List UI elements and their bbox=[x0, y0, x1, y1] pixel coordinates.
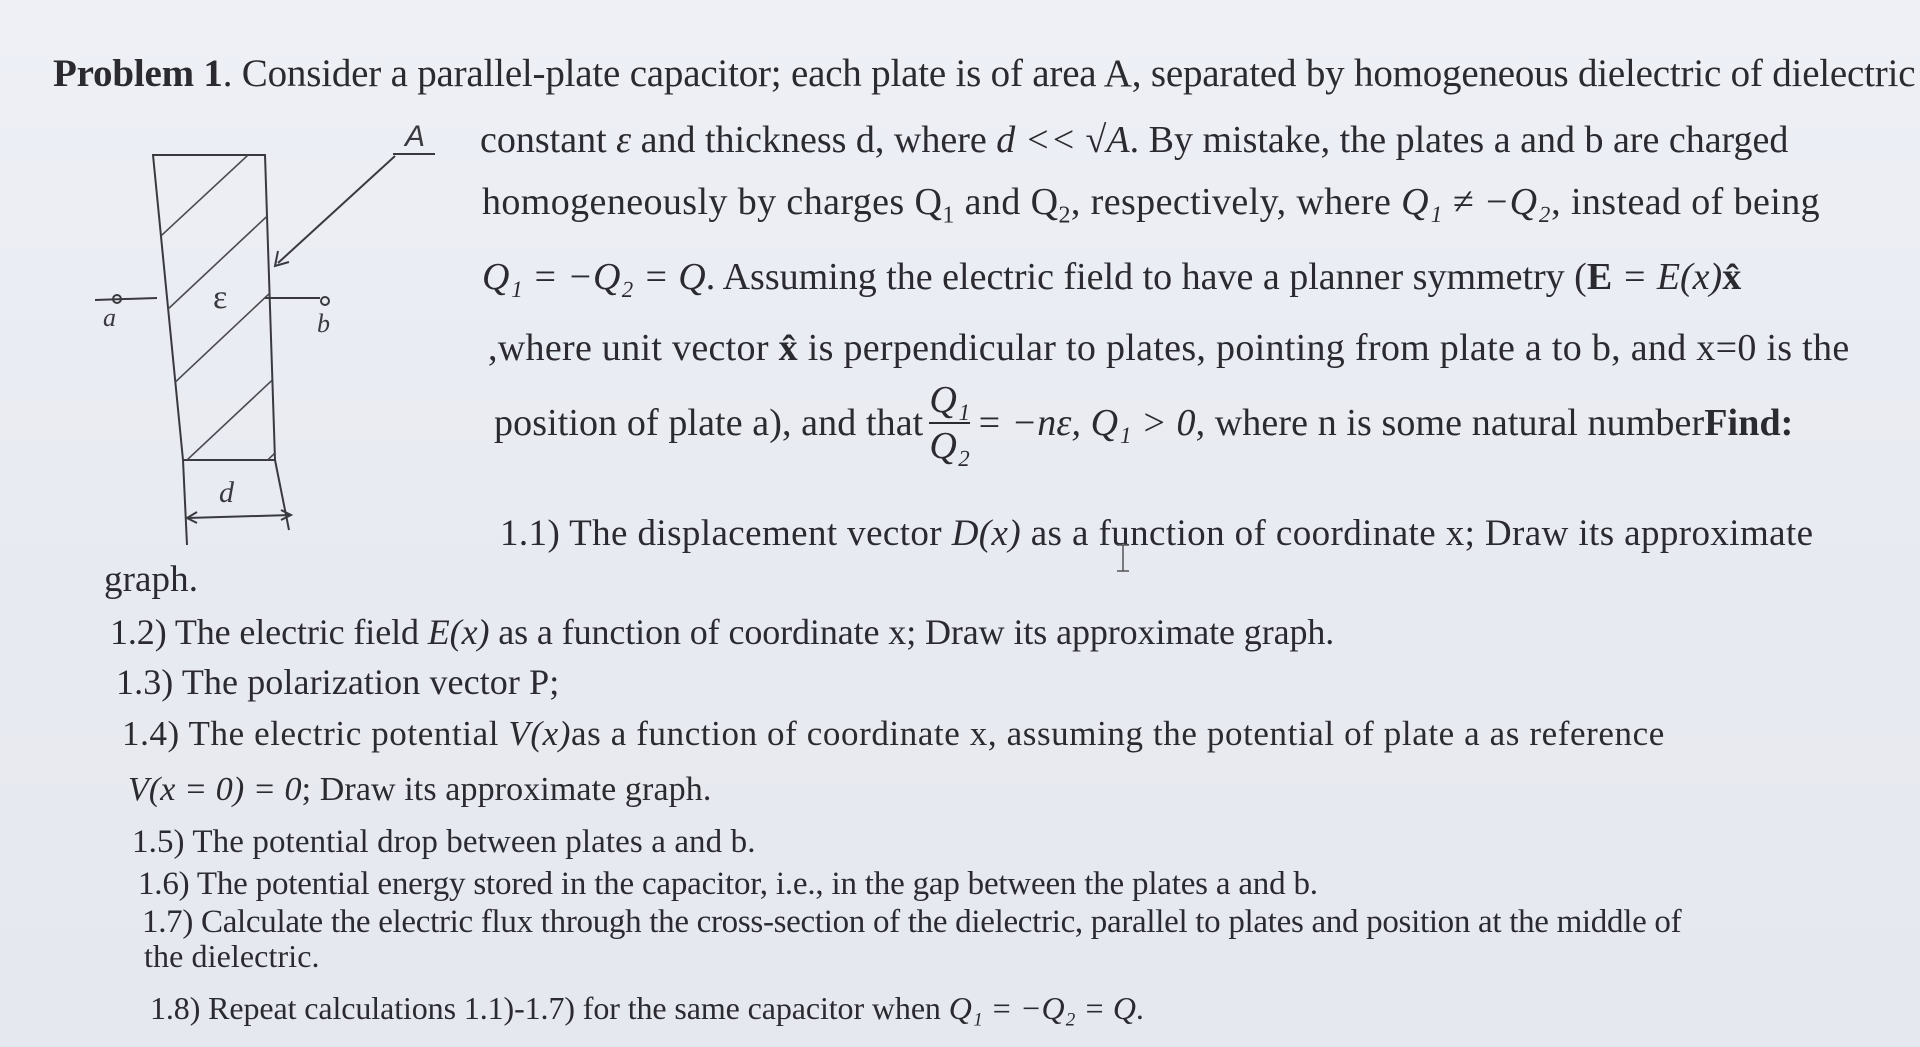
charge-ratio-fraction bbox=[929, 380, 970, 466]
math-expression: V(x) bbox=[508, 714, 572, 753]
dimension-line bbox=[187, 515, 291, 518]
text-span: 1.4) The electric potential bbox=[122, 714, 509, 753]
text-span: . Assuming the electric field to have a planner symmetry ( bbox=[705, 256, 1587, 298]
math-equation: = −nε, Q₁ > 0 bbox=[976, 402, 1196, 444]
text-span: the dielectric. bbox=[144, 938, 320, 974]
math-equation: = E(x) bbox=[1612, 256, 1723, 298]
text-span: position of plate a), and that bbox=[494, 402, 924, 444]
text-span: ; Draw its approximate graph. bbox=[301, 771, 712, 808]
text-span: , instead of being bbox=[1551, 181, 1821, 223]
question-1-4 bbox=[122, 712, 1665, 756]
problem-intro-text: . Consider a parallel-plate capacitor; each plate is of area A, separated by homogeneous dielectric of dielectric bbox=[222, 52, 1916, 95]
figure-label-A: A bbox=[405, 120, 426, 153]
text-span: graph. bbox=[104, 559, 199, 600]
math-expression: E(x) bbox=[427, 612, 490, 652]
area-pointer-arrow bbox=[278, 156, 395, 263]
math-condition: d << √A bbox=[996, 119, 1130, 161]
dielectric-hatching bbox=[135, 130, 315, 510]
text-span: 1.6) The potential energy stored in the capacitor, i.e., in the gap between the plates a and b. bbox=[138, 866, 1318, 902]
text-span: . bbox=[1135, 990, 1144, 1026]
question-1-5 bbox=[132, 820, 756, 864]
text-span: homogeneously by charges Q bbox=[482, 181, 943, 223]
math-expression: Q₁ = −Q₂ = Q bbox=[948, 990, 1136, 1026]
dimension-tick-left bbox=[183, 460, 187, 545]
text-span: . By mistake, the plates a and b are charged bbox=[1129, 119, 1789, 161]
math-expression: V(x = 0) = 0 bbox=[128, 771, 302, 808]
text-span: ,where unit vector bbox=[488, 327, 779, 369]
problem-line-4 bbox=[482, 255, 1741, 299]
text-span: and Q bbox=[954, 181, 1059, 223]
question-1-4-continued bbox=[128, 768, 711, 812]
epsilon-symbol: ε bbox=[616, 119, 632, 161]
problem-line-2 bbox=[480, 118, 1788, 162]
text-span: as a function of coordinate x, assuming the potential of plate a as reference bbox=[571, 714, 1665, 753]
problem-heading: Problem 1 bbox=[53, 52, 223, 95]
subscript: 1 bbox=[942, 202, 955, 229]
find-label: Find: bbox=[1704, 402, 1794, 444]
text-span: is perpendicular to plates, pointing from plate a to b, and x=0 is the bbox=[797, 327, 1850, 369]
figure-label-b: b bbox=[317, 309, 330, 338]
math-condition: Q₁ ≠ −Q₂ bbox=[1401, 181, 1552, 223]
question-1-1-continued bbox=[104, 558, 198, 602]
text-span: as a function of coordinate x; Draw its approximate bbox=[1021, 513, 1814, 554]
problem-line-6 bbox=[494, 380, 1793, 490]
fraction-numerator: Q₁ bbox=[929, 379, 971, 421]
text-span: 1.3) The polarization vector P; bbox=[116, 662, 560, 702]
text-span: and thickness d, where bbox=[631, 119, 997, 161]
fraction-bar bbox=[929, 422, 970, 424]
text-span: as a function of coordinate x; Draw its approximate graph. bbox=[489, 612, 1335, 652]
question-1-7-continued bbox=[144, 934, 320, 978]
text-span: 1.1) The displacement vector bbox=[500, 513, 952, 554]
question-1-2 bbox=[110, 610, 1334, 654]
text-cursor-icon bbox=[1113, 543, 1133, 573]
math-equation: Q₁ = −Q₂ = Q bbox=[482, 256, 706, 298]
text-span: 1.7) Calculate the electric flux through the cross-section of the dielectric, parallel to plates and position at the middle of bbox=[142, 904, 1682, 940]
figure-label-a: a bbox=[103, 303, 116, 332]
unit-vector-x: x̂ bbox=[778, 327, 798, 369]
text-span: , where n is some natural number bbox=[1195, 402, 1705, 444]
question-1-8 bbox=[150, 986, 1144, 1030]
question-1-1 bbox=[500, 512, 1814, 556]
figure-label-eps: ε bbox=[213, 279, 228, 316]
unit-vector-x: x̂ bbox=[1722, 256, 1742, 298]
figure-label-d: d bbox=[219, 476, 234, 509]
fraction-denominator: Q₂ bbox=[929, 425, 971, 467]
text-span: , respectively, where bbox=[1070, 181, 1402, 223]
question-1-3 bbox=[116, 660, 559, 704]
problem-line-1 bbox=[53, 52, 1915, 96]
vector-E: E bbox=[1586, 256, 1613, 298]
problem-line-3 bbox=[482, 180, 1820, 238]
problem-line-5 bbox=[488, 326, 1850, 370]
terminal-b-icon bbox=[321, 297, 329, 305]
text-span: 1.8) Repeat calculations 1.1)-1.7) for the same capacitor when bbox=[150, 990, 949, 1026]
plate-a-lead bbox=[95, 298, 157, 300]
math-expression: D(x) bbox=[951, 513, 1022, 554]
text-span: 1.2) The electric field bbox=[110, 612, 428, 652]
question-1-7 bbox=[142, 900, 1681, 944]
subscript: 2 bbox=[1058, 202, 1071, 229]
text-span: constant bbox=[480, 119, 617, 161]
capacitor-diagram bbox=[95, 110, 475, 550]
text-span: 1.5) The potential drop between plates a and b. bbox=[132, 824, 756, 860]
